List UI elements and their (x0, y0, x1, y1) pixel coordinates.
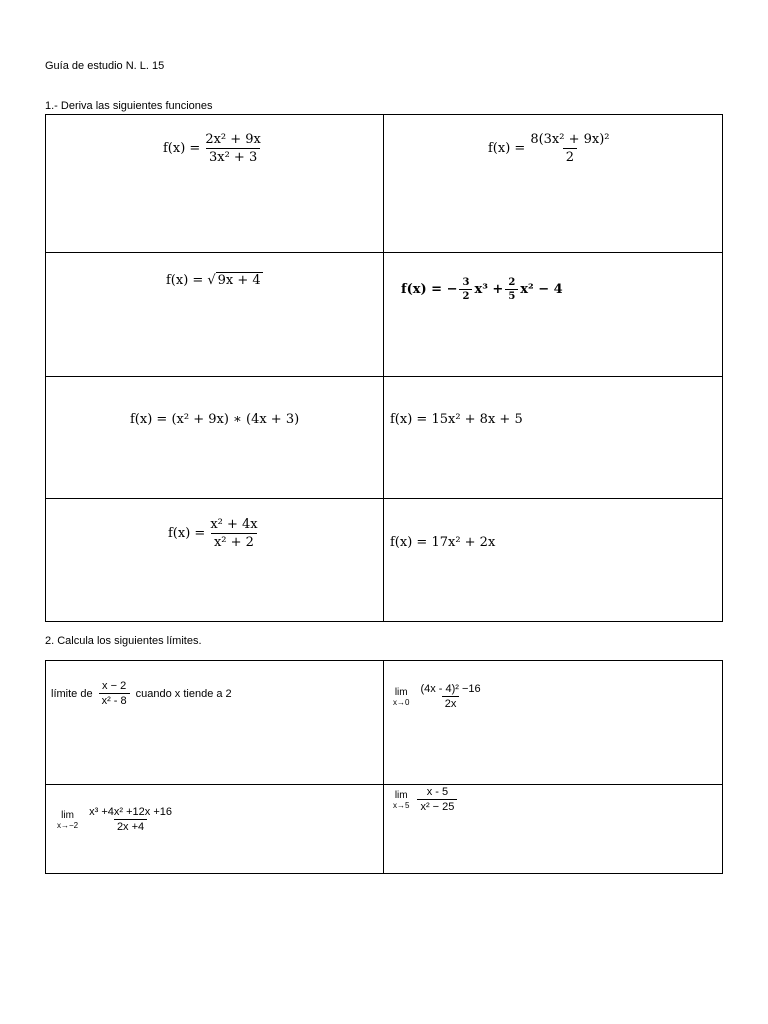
limit-2 (393, 683, 486, 710)
function-lhs: f(x) = (488, 141, 526, 156)
function-lhs: f(x) = − (401, 282, 458, 297)
fraction (207, 517, 260, 550)
limit-4 (393, 786, 459, 813)
numerator: 8(3x² + 9x)² (530, 132, 610, 147)
document-title: Guía de estudio N. L. 15 (45, 60, 165, 72)
numerator: x² + 4x (210, 517, 258, 532)
limit-3 (57, 806, 177, 833)
numerator: x³ +4x² +12x +16 (89, 806, 172, 818)
lim-operator (57, 810, 78, 830)
function-5: f(x) = (x² + 9x) ∗ (4x + 3) (130, 412, 300, 427)
limit-1 (51, 680, 232, 707)
fraction (417, 786, 457, 813)
limit-suffix: cuando x tiende a 2 (135, 687, 232, 700)
fraction (202, 132, 264, 165)
section-1-heading: 1.- Deriva las siguientes funciones (45, 100, 213, 112)
lim-subscript: x→5 (393, 800, 410, 810)
denominator: x² + 2 (211, 533, 257, 550)
denominator: 2 (459, 289, 472, 302)
derivatives-table (45, 114, 723, 622)
denominator: 2x (442, 696, 460, 710)
denominator: x² - 8 (99, 693, 130, 707)
numerator: (4x - 4)² −16 (420, 683, 481, 695)
lim-word: lim (61, 809, 74, 821)
lim-subscript: x→−2 (57, 820, 79, 830)
function-4 (401, 277, 563, 302)
table-divider (383, 660, 384, 873)
table-divider (383, 114, 384, 621)
function-lhs: f(x) = (168, 526, 206, 541)
denominator: 3x² + 3 (206, 148, 260, 165)
fraction (417, 683, 483, 710)
function-lhs: f(x) = (166, 272, 204, 288)
section-2-heading: 2. Calcula los siguientes límites. (45, 635, 202, 647)
numerator: 2x² + 9x (205, 132, 261, 147)
lim-subscript: x→0 (393, 697, 410, 707)
numerator: 3 (462, 277, 470, 288)
fraction (459, 277, 472, 302)
table-divider (45, 784, 722, 785)
function-2 (488, 132, 615, 165)
denominator: 2 (563, 148, 577, 165)
numerator: x − 2 (102, 680, 127, 692)
function-3 (166, 272, 263, 288)
denominator: x² − 25 (417, 799, 457, 813)
denominator: 2x +4 (114, 819, 147, 833)
fraction (86, 806, 175, 833)
function-7 (168, 517, 263, 550)
numerator: x - 5 (426, 786, 449, 798)
table-divider (45, 498, 722, 499)
function-6: f(x) = 15x² + 8x + 5 (390, 412, 523, 427)
sqrt-icon: √ (207, 272, 216, 288)
radicand: 9x + 4 (217, 273, 261, 288)
denominator: 5 (505, 289, 518, 302)
function-tail-term: x² − 4 (520, 282, 563, 297)
function-middle-term: x³ + (474, 282, 504, 297)
fraction (505, 277, 518, 302)
lim-operator (393, 687, 409, 707)
function-8: f(x) = 17x² + 2x (390, 535, 496, 550)
lim-word: lim (394, 686, 408, 698)
limit-prefix: límite de (51, 687, 93, 700)
numerator: 2 (508, 277, 516, 288)
function-1 (163, 132, 266, 165)
table-divider (45, 252, 722, 253)
lim-operator (393, 790, 409, 810)
function-lhs: f(x) = (163, 141, 201, 156)
fraction (527, 132, 612, 165)
fraction (99, 680, 130, 707)
table-divider (45, 376, 722, 377)
lim-word: lim (394, 789, 408, 801)
